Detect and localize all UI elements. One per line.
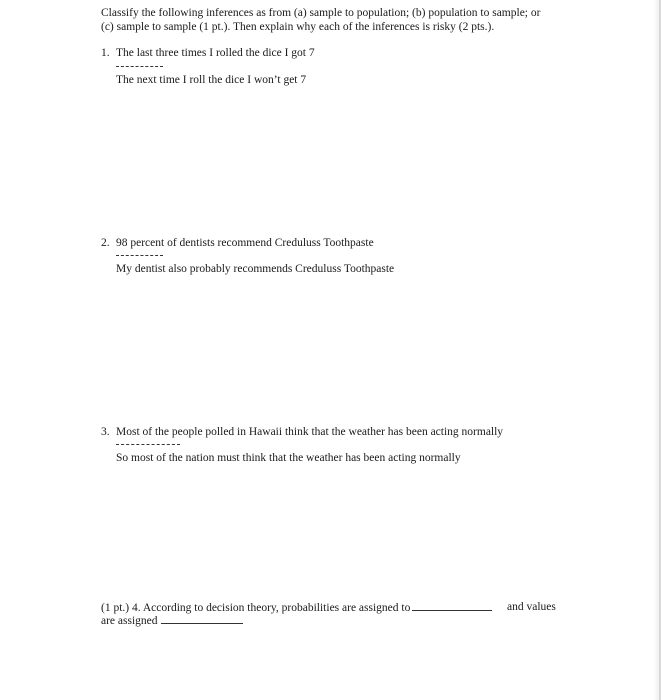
question-2-inference-line bbox=[116, 255, 163, 256]
question-4-middle: and values bbox=[507, 601, 556, 613]
question-2-premise: 98 percent of dentists recommend Creduluss Toothpaste bbox=[116, 237, 374, 249]
question-1-conclusion: The next time I roll the dice I won’t get 7 bbox=[116, 74, 307, 86]
question-3-premise: Most of the people polled in Hawaii think that the weather has been acting normally bbox=[116, 426, 504, 438]
question-1-premise: The last three times I rolled the dice I got 7 bbox=[116, 47, 315, 59]
question-3-conclusion: So most of the nation must think that the weather has been acting normally bbox=[116, 452, 461, 464]
question-4-blank-1 bbox=[412, 600, 492, 611]
instructions-line-1: Classify the following inferences as from (a) sample to population; (b) population to sample; or bbox=[101, 7, 541, 19]
question-1-number: 1. bbox=[101, 47, 110, 59]
instructions-line-2: (c) sample to sample (1 pt.). Then explain why each of the inferences is risky (2 pts.). bbox=[101, 21, 495, 33]
question-3-inference-line bbox=[116, 444, 180, 445]
question-2-number: 2. bbox=[101, 237, 110, 249]
question-2-conclusion: My dentist also probably recommends Creduluss Toothpaste bbox=[116, 263, 395, 275]
question-4-line-2 bbox=[101, 613, 243, 628]
question-1-inference-line bbox=[116, 66, 163, 67]
question-4-line-2-text: are assigned bbox=[101, 615, 158, 627]
question-4-prefix: (1 pt.) 4. According to decision theory, probabilities are assigned to bbox=[101, 602, 411, 614]
page-edge-shadow bbox=[653, 0, 659, 700]
question-4-blank-2 bbox=[161, 613, 243, 624]
question-3-number: 3. bbox=[101, 426, 110, 438]
